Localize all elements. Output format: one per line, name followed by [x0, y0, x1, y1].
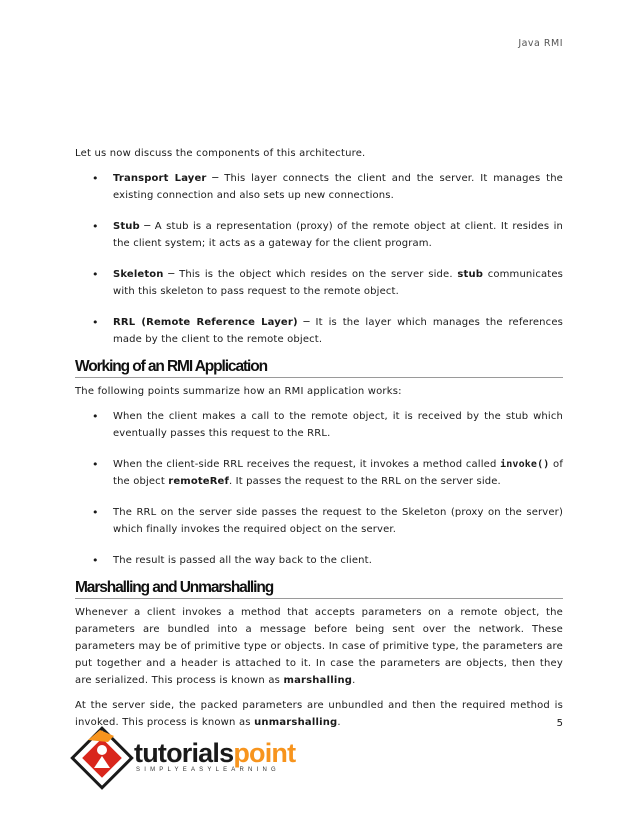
list-item — [75, 170, 563, 204]
term: unmarshalling — [254, 717, 338, 728]
logo-mark-icon — [70, 726, 134, 790]
paragraph-text: Whenever a client invokes a method that accepts parameters on a remote object, the parameters are bundled into a message before being sent over the network. These parameters may be of primitive type or objects. In case of primitive type, the parameters are put together and a header is attached to it. In case the parameters are objects, then they are serialized. This process is known as — [75, 607, 563, 686]
list-item — [75, 218, 563, 252]
section-heading-marshalling: Marshalling and Unmarshalling — [75, 579, 563, 599]
description: When the client-side RRL receives the request, it invokes a method called — [113, 459, 501, 470]
bullet-icon: • — [92, 410, 99, 423]
tutorialspoint-logo — [70, 722, 296, 792]
list-item — [75, 314, 563, 348]
description: ─ It is the layer which manages the references made by the client to the remote object. — [113, 317, 563, 345]
bullet-icon: • — [92, 316, 99, 329]
description: of the object — [113, 459, 563, 487]
logo-wordmark — [134, 739, 295, 767]
description: The RRL on the server side passes the request to the Skeleton (proxy on the server) which finally invokes the required object on the server. — [113, 507, 563, 535]
page-number: 5 — [556, 718, 563, 729]
paragraph-text: . — [337, 717, 341, 728]
description: communicates with this skeleton to pass request to the remote object. — [113, 269, 564, 297]
section-intro: The following points summarize how an RMI application works: — [75, 386, 402, 397]
list-item — [75, 504, 563, 538]
bullet-icon: • — [92, 220, 99, 233]
term: marshalling — [283, 675, 353, 686]
term: Transport Layer — [113, 173, 207, 184]
logo-tagline: SIMPLYEASYLEARNING — [136, 767, 280, 773]
list-item — [75, 266, 563, 300]
logo-word-point: point — [233, 738, 296, 768]
logo-word-tutorials: tutorials — [134, 738, 234, 768]
description: ─ A stub is a representation (proxy) of the remote object at client. It resides in the client system; it acts as a gateway for the client program. — [113, 221, 563, 249]
term: remoteRef — [168, 476, 229, 487]
description: ─ This layer connects the client and the server. It manages the existing connection and also sets up new connections. — [113, 173, 563, 201]
bullet-icon: • — [92, 554, 99, 567]
code-term: invoke() — [500, 459, 550, 470]
description: The result is passed all the way back to the client. — [113, 555, 373, 566]
running-header: Java RMI — [518, 38, 563, 49]
paragraph-text: . — [352, 675, 356, 686]
description: When the client makes a call to the remote object, it is received by the stub which eventually passes this request to the RRL. — [113, 411, 563, 439]
bullet-icon: • — [92, 458, 99, 471]
list-item — [75, 552, 563, 569]
term: Skeleton — [113, 269, 164, 280]
marshalling-paragraph — [75, 604, 563, 689]
term: Stub — [113, 221, 140, 232]
term: RRL (Remote Reference Layer) — [113, 317, 298, 328]
list-item — [75, 408, 563, 442]
working-steps-list — [75, 408, 563, 569]
list-item — [75, 456, 563, 490]
page-content — [75, 145, 563, 739]
description: ─ This is the object which resides on the server side. — [163, 269, 458, 280]
term: stub — [457, 269, 484, 280]
bullet-icon: • — [92, 268, 99, 281]
bullet-icon: • — [92, 172, 99, 185]
description: . It passes the request to the RRL on the server side. — [228, 476, 501, 487]
paragraph-text: At the server side, the packed parameters are unbundled and then the required method is invoked. This process is known as — [75, 700, 563, 728]
bullet-icon: • — [92, 506, 99, 519]
intro-paragraph: Let us now discuss the components of this architecture. — [75, 148, 366, 159]
section-heading-working: Working of an RMI Application — [75, 358, 563, 378]
components-list — [75, 170, 563, 348]
